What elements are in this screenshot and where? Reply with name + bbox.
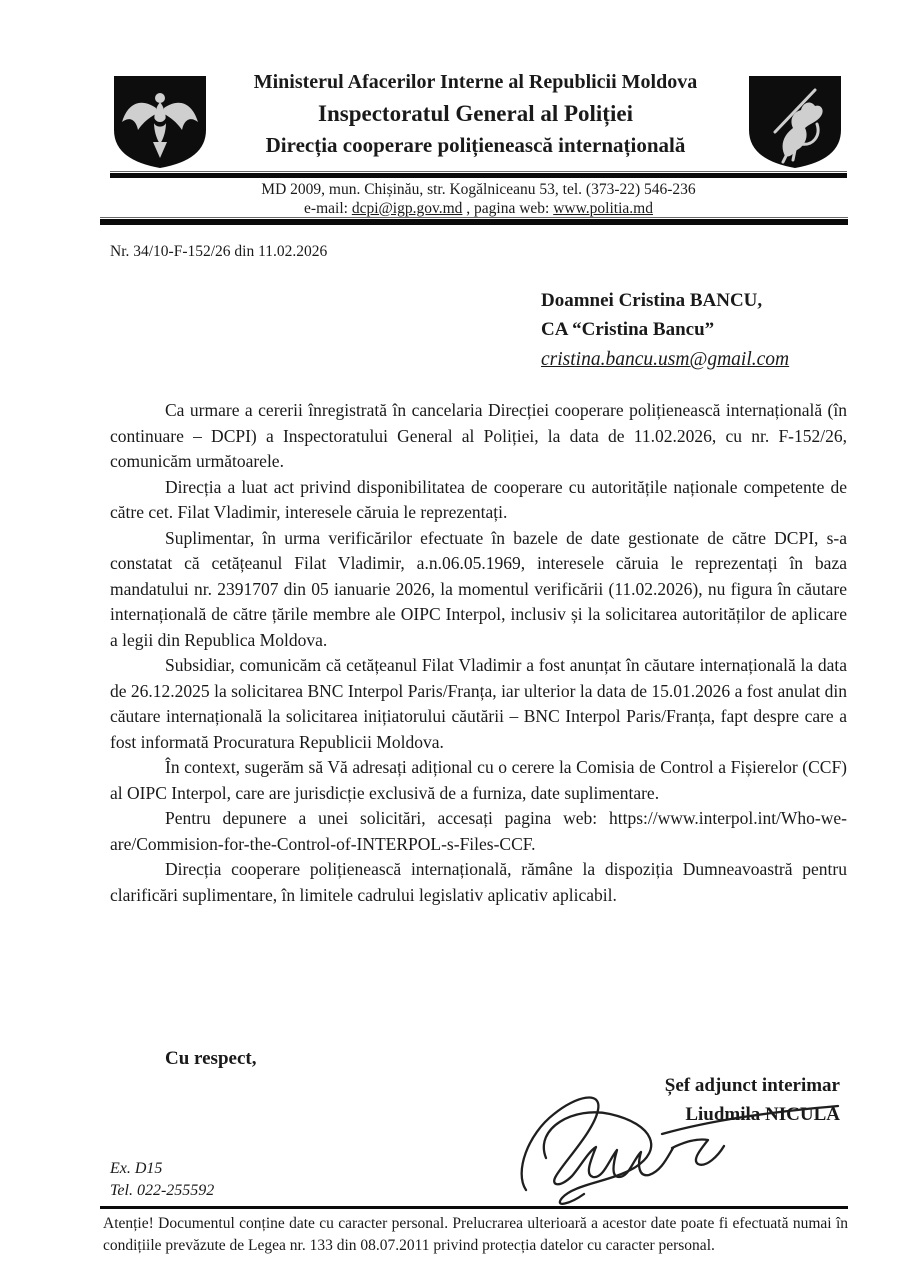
postal-address: MD 2009, mun. Chișinău, str. Kogălniceanu 53, tel. (373-22) 546-236 xyxy=(261,181,696,198)
letterhead xyxy=(213,72,738,157)
header-divider-top xyxy=(110,171,847,178)
department-website: www.politia.md xyxy=(553,199,653,217)
letterhead-contact xyxy=(110,181,847,219)
executor-block xyxy=(110,1158,214,1203)
email-label: e-mail: xyxy=(304,199,352,217)
recipient-block xyxy=(541,286,789,375)
letter-body xyxy=(110,398,847,908)
handwritten-signature xyxy=(512,1086,842,1208)
executor-phone: Tel. 022-255592 xyxy=(110,1182,215,1200)
ministry-title: Ministerul Afacerilor Interne al Republicii Moldova xyxy=(253,71,698,93)
salutation: Cu respect, xyxy=(165,1048,257,1069)
personal-data-notice: Atenție! Documentul conține date cu caracter personal. Prelucrarea ulterioară a acestor date poate fi efectuată numai în condițiile prevăzute de Legea nr. 133 din 08.07.2011 privind protecția datelor cu caracter personal. xyxy=(103,1215,848,1255)
signer-title: Șef adjunct interimar xyxy=(664,1075,840,1096)
directorate-title: Direcția cooperare polițienească internațională xyxy=(265,133,686,158)
web-label: , pagina web: xyxy=(462,199,554,217)
header-divider-bottom xyxy=(100,217,848,225)
lion-shield-icon xyxy=(745,74,845,170)
footer-divider xyxy=(100,1206,848,1209)
paragraph-wanted-history: Subsidiar, comunicăm că cetățeanul Filat Vladimir a fost anunțat în căutare internațională la data de 26.12.2025 la solicitarea BNC Interpol Paris/Franța, iar ulterior la data de 15.01.2026 a fost anulat din căutare internațională la solicitarea inițiatorului căutării – BNC Interpol Paris/Franța, fapt despre care a fost informată Procuratura Republicii Moldova. xyxy=(110,655,847,752)
police-lion-shield-emblem xyxy=(745,74,845,170)
paragraph-ccf-suggestion: În context, sugerăm să Vă adresați adițional cu o cerere la Comisia de Control a Fișierelor (CCF) al OIPC Interpol, care are jurisdicție exclusivă de a furniza, date suplimentare. xyxy=(110,757,847,803)
recipient-organization: CA “Cristina Bancu” xyxy=(541,319,715,341)
signer-name: Liudmila NICULA xyxy=(685,1103,840,1125)
paragraph-acknowledgement: Direcția a luat act privind disponibilitatea de cooperare cu autoritățile naționale competente de către cet. Filat Vladimir, interesele căruia le reprezentați. xyxy=(110,476,847,522)
inspectorate-title: Inspectoratul General al Poliției xyxy=(318,100,633,126)
contact-line xyxy=(110,200,847,219)
recipient-email: cristina.bancu.usm@gmail.com xyxy=(541,348,790,370)
paragraph-intro: Ca urmare a cererii înregistrată în cancelaria Direcției cooperare polițienească internațională (în continuare – DCPI) a Inspectoratului General al Poliției, la data de 11.02.2026, cu nr. F-152/26, comunicăm următoarele. xyxy=(110,400,847,471)
eagle-shield-emblem xyxy=(110,74,210,170)
department-email: dcpi@igp.gov.md xyxy=(351,199,463,217)
reference-number: Nr. 34/10-F-152/26 din 11.02.2026 xyxy=(110,243,328,260)
paragraph-web-instructions: Pentru depunere a unei solicitări, accesați pagina web: https://www.interpol.int/Who-we-are/Commision-for-the-Control-of-INTERPOL-s-Files-CCF. xyxy=(110,808,847,854)
paragraph-closing-statement: Direcția cooperare polițienească internațională, rămâne la dispoziția Dumneavoastră pentru clarificări suplimentare, în limitele cadrului legislativ aplicativ aplicabil. xyxy=(110,859,847,905)
executor-code: Ex. D15 xyxy=(110,1160,163,1177)
paragraph-verification-result: Suplimentar, în urma verificărilor efectuate în bazele de date gestionate de către DCPI, s-a constatat că cetățeanul Filat Vladimir, a.n.06.05.1969, interesele căruia le reprezentați în baza mandatului nr. 2391707 din 05 ianuarie 2026, la momentul verificării (11.02.2026), nu figura în căutare internațională de către țările membre ale OIPC Interpol, inclusiv și la solicitarea autorităților de aplicare a legii din Republica Moldova. xyxy=(110,527,847,650)
recipient-name: Doamnei Cristina BANCU, xyxy=(541,290,763,311)
eagle-shield-icon xyxy=(110,74,210,170)
